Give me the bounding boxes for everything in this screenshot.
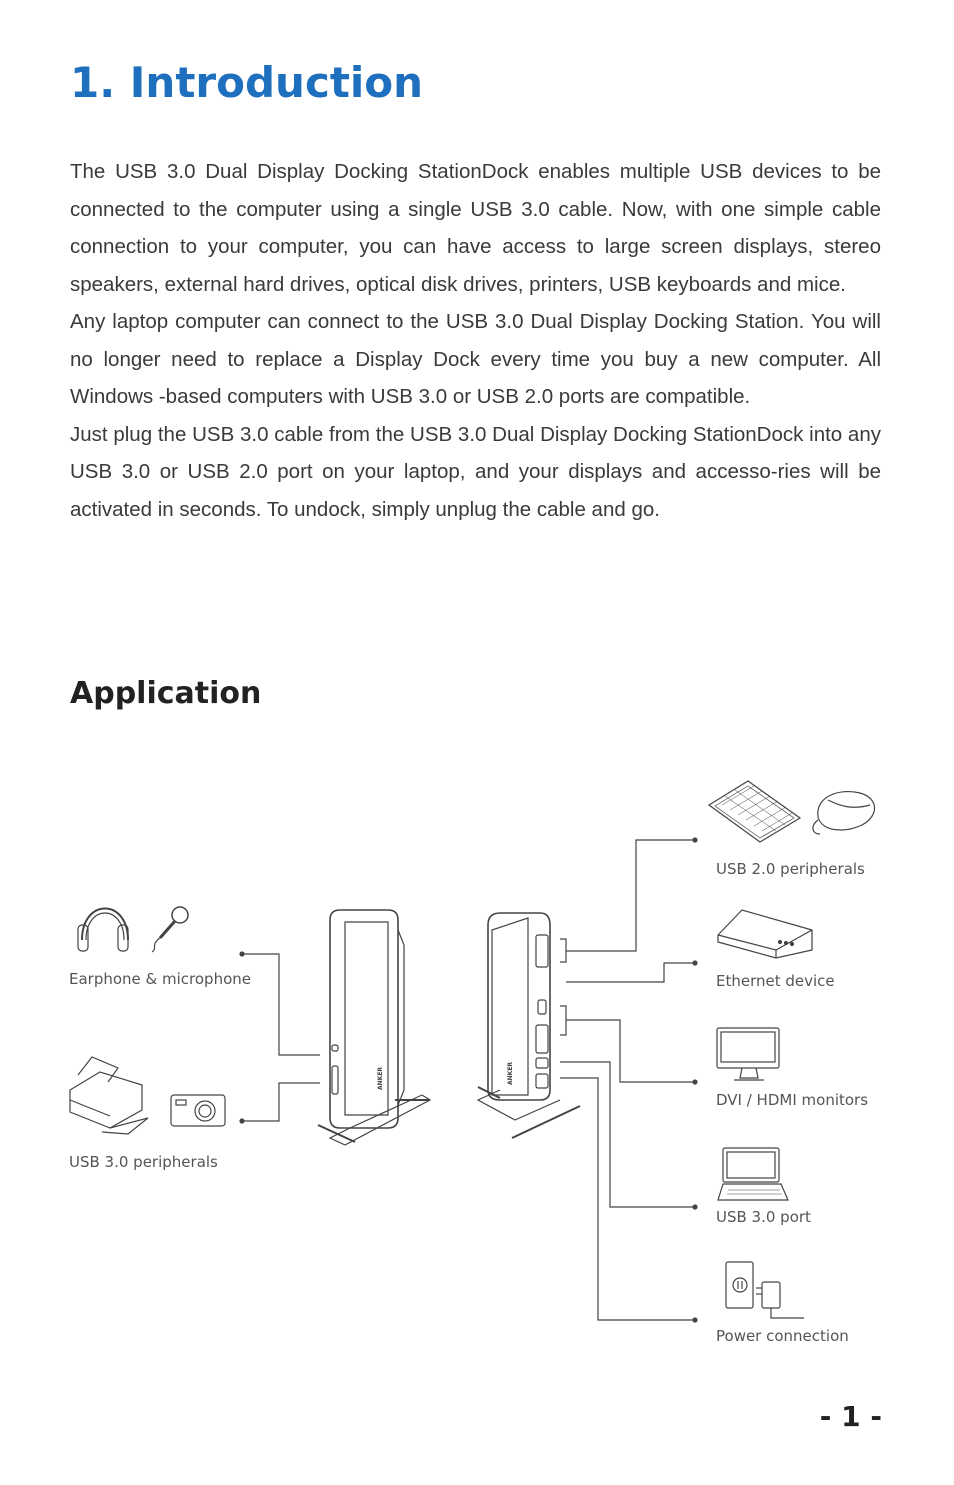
power-outlet-icon bbox=[726, 1262, 753, 1308]
camera-icon bbox=[171, 1095, 225, 1126]
microphone-icon bbox=[152, 907, 188, 952]
laptop-icon bbox=[718, 1148, 788, 1200]
usb30-peripherals-label: USB 3.0 peripherals bbox=[69, 1153, 218, 1171]
page-number: - 1 - bbox=[819, 1400, 882, 1433]
connector-dot bbox=[693, 838, 697, 842]
mouse-icon bbox=[813, 792, 875, 834]
intro-paragraph-2: Any laptop computer can connect to the USB 3.0 Dual Display Docking Station. You will no longer need to replace a Display Dock every time you buy a new computer. All Windows -based computers with USB 3.0 or USB 2.0 ports are compatible. bbox=[70, 310, 881, 408]
intro-paragraph-3: Just plug the USB 3.0 cable from the USB 3.0 Dual Display Docking StationDock into any USB 3.0 or USB 2.0 port on your laptop, and your displays and accesso-ries will be activated in seconds. To undock, simply unplug the cable and go. bbox=[70, 422, 881, 521]
usb30-port-label: USB 3.0 port bbox=[716, 1208, 811, 1226]
ethernet-device-label: Ethernet device bbox=[716, 972, 835, 990]
right-connector-lines bbox=[560, 840, 695, 1320]
brand-mark-front: ANKER bbox=[377, 1066, 384, 1090]
connector-dot bbox=[240, 952, 244, 956]
page-title: 1. Introduction bbox=[70, 58, 424, 107]
brand-mark-rear: ANKER bbox=[507, 1061, 514, 1085]
dock-rear-view bbox=[478, 913, 580, 1138]
printer-icon bbox=[70, 1057, 148, 1134]
port-brackets bbox=[560, 939, 566, 1035]
connector-dot bbox=[693, 1205, 697, 1209]
dock-front-view bbox=[318, 910, 430, 1145]
power-plug-icon bbox=[756, 1282, 804, 1318]
connector-dot bbox=[240, 1119, 244, 1123]
ethernet-device-icon bbox=[718, 910, 812, 958]
earphone-microphone-label: Earphone & microphone bbox=[69, 970, 251, 988]
keyboard-icon bbox=[709, 781, 800, 842]
intro-paragraph-1: The USB 3.0 Dual Display Docking StationDock enables multiple USB devices to be connected to the computer using a single USB 3.0 cable. Now, with one simple cable connection to your computer, you can have access to large screen displays, stereo speakers, external hard drives, optical disk drives, printers, USB keyboards and mice. bbox=[70, 160, 881, 296]
monitor-icon bbox=[717, 1028, 779, 1080]
headphones-icon bbox=[78, 909, 128, 952]
usb20-peripherals-label: USB 2.0 peripherals bbox=[716, 860, 865, 878]
connector-dot bbox=[693, 961, 697, 965]
connector-dot bbox=[693, 1318, 697, 1322]
monitors-label: DVI / HDMI monitors bbox=[716, 1091, 869, 1109]
application-heading: Application bbox=[70, 676, 262, 711]
power-connection-label: Power connection bbox=[716, 1327, 849, 1345]
left-connector-lines bbox=[242, 954, 320, 1121]
connector-dot bbox=[693, 1080, 697, 1084]
